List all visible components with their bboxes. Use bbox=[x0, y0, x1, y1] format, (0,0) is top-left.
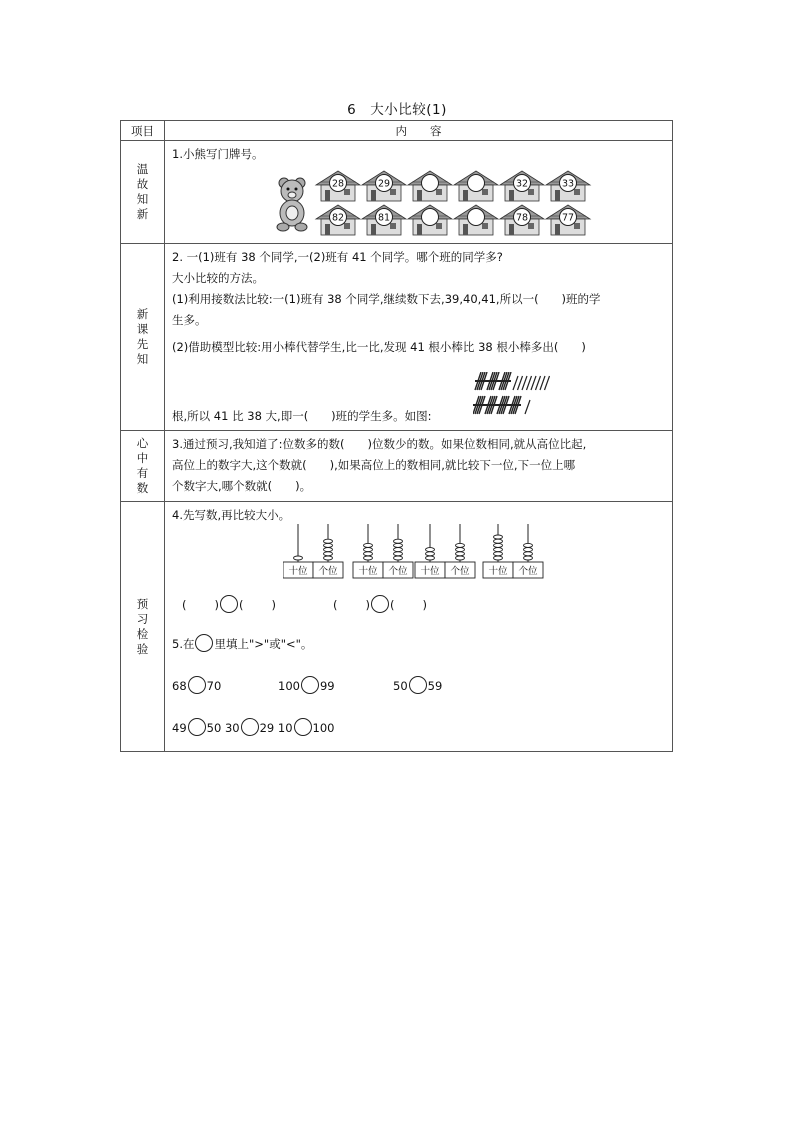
sticks-figure bbox=[473, 372, 563, 418]
compare-circle[interactable] bbox=[241, 718, 259, 736]
stick-icon bbox=[545, 376, 550, 390]
check-content bbox=[165, 502, 673, 752]
stick-icon bbox=[531, 376, 536, 390]
place-label: 十位 bbox=[420, 566, 440, 577]
abacus bbox=[353, 524, 413, 578]
house-number: 81 bbox=[377, 212, 391, 224]
section-check bbox=[121, 502, 673, 752]
house-icon bbox=[316, 171, 360, 201]
question-2-line1: 2. 一(1)班有 38 个同学,一(2)班有 41 个同学。哪个班的同学多? bbox=[172, 250, 503, 264]
house-icon bbox=[408, 205, 452, 235]
compare-row-2: 49 50 30 29 10 100 bbox=[172, 718, 334, 739]
question-3-line1: 3.通过预习,我知道了:位数多的数( )位数少的数。如果位数相同,就从高位比起, bbox=[172, 437, 587, 451]
stick-icon bbox=[513, 376, 518, 390]
category-review: 温 故 知 新 bbox=[121, 141, 165, 244]
compare-row-1: 68 70 100 99 50 59 bbox=[172, 676, 442, 697]
question-3-line2: 高位上的数字大,这个数就( ),如果高位上的数相同,就比较下一位,下一位上哪 bbox=[172, 458, 576, 472]
house-number: 77 bbox=[561, 212, 575, 224]
stick-bundle-icon bbox=[509, 396, 521, 414]
place-label: 十位 bbox=[488, 566, 508, 577]
house-number: 82 bbox=[331, 212, 345, 224]
compare-circle[interactable] bbox=[220, 595, 238, 613]
house-icon bbox=[500, 171, 544, 201]
stick-bundle-icon bbox=[475, 372, 487, 390]
house-icon bbox=[454, 171, 498, 201]
category-mind: 心 中 有 数 bbox=[121, 431, 165, 502]
table-header-row bbox=[121, 121, 673, 141]
question-1: 1.小熊写门牌号。 bbox=[172, 147, 264, 161]
compare-circle[interactable] bbox=[371, 595, 389, 613]
mind-content bbox=[165, 431, 673, 502]
place-label: 十位 bbox=[358, 566, 378, 577]
question-2-line4: 生多。 bbox=[172, 313, 207, 327]
q4-answer-left: ( ) ( ) bbox=[182, 595, 276, 616]
question-4: 4.先写数,再比较大小。 bbox=[172, 508, 291, 522]
stick-bundle-icon bbox=[499, 372, 511, 390]
house-number: 29 bbox=[377, 178, 391, 190]
house-icon bbox=[316, 205, 360, 235]
house-icon bbox=[546, 171, 590, 201]
house-number: 32 bbox=[515, 178, 529, 190]
compare-circle[interactable] bbox=[301, 676, 319, 694]
stick-bundle-icon bbox=[497, 396, 509, 414]
preview-content bbox=[165, 244, 673, 431]
stick-icon bbox=[540, 376, 545, 390]
house-icon bbox=[362, 205, 406, 235]
house-icon bbox=[362, 171, 406, 201]
house-icon bbox=[500, 205, 544, 235]
stick-icon bbox=[525, 400, 530, 414]
bear-icon bbox=[277, 178, 307, 231]
question-2-line3: (1)利用接数法比较:一(1)班有 38 个同学,继续数下去,39,40,41,所以一( )班的学 bbox=[172, 292, 601, 306]
question-2-line2: 大小比较的方法。 bbox=[172, 271, 264, 285]
stick-icon bbox=[518, 376, 523, 390]
category-preview: 新 课 先 知 bbox=[121, 244, 165, 431]
compare-circle[interactable] bbox=[294, 718, 312, 736]
section-mind bbox=[121, 431, 673, 502]
section-review bbox=[121, 141, 673, 244]
place-label: 个位 bbox=[318, 566, 338, 577]
category-check: 预 习 检 验 bbox=[121, 502, 165, 752]
house-icon bbox=[454, 205, 498, 235]
question-2-line6: 根,所以 41 比 38 大,即一( )班的学生多。如图: bbox=[172, 409, 432, 423]
stick-bundle-icon bbox=[485, 396, 497, 414]
question-2-line5: (2)借助模型比较:用小棒代替学生,比一比,发现 41 根小棒比 38 根小棒多出( ) bbox=[172, 340, 586, 354]
abacus bbox=[283, 524, 343, 578]
stick-icon bbox=[527, 376, 532, 390]
compare-circle[interactable] bbox=[188, 676, 206, 694]
question-5: 5.在 里填上">"或"<"。 bbox=[172, 634, 312, 655]
house-number: 78 bbox=[515, 212, 529, 224]
bear-houses-figure bbox=[270, 169, 610, 241]
stick-bundle-icon bbox=[487, 372, 499, 390]
abacus bbox=[415, 524, 475, 578]
house-icon bbox=[546, 205, 590, 235]
compare-circle[interactable] bbox=[409, 676, 427, 694]
compare-circle[interactable] bbox=[188, 718, 206, 736]
review-content bbox=[165, 141, 673, 244]
stick-icon bbox=[522, 376, 527, 390]
stick-bundle-icon bbox=[473, 396, 485, 414]
place-label: 个位 bbox=[518, 566, 538, 577]
house-icon bbox=[408, 171, 452, 201]
lesson-table bbox=[120, 120, 673, 752]
q4-answer-right: ( ) ( ) bbox=[333, 595, 427, 616]
stick-icon bbox=[536, 376, 541, 390]
place-label: 十位 bbox=[288, 566, 308, 577]
place-label: 个位 bbox=[450, 566, 470, 577]
house-number: 28 bbox=[331, 178, 345, 190]
page-title: 6 大小比较(1) bbox=[347, 102, 447, 118]
abacus bbox=[483, 524, 543, 578]
section-preview bbox=[121, 244, 673, 431]
header-content: 内 容 bbox=[165, 121, 673, 141]
circle-symbol bbox=[195, 634, 213, 652]
header-item: 项目 bbox=[121, 121, 165, 141]
house-number: 33 bbox=[561, 178, 575, 190]
place-label: 个位 bbox=[388, 566, 408, 577]
question-3-line3: 个数字大,哪个数就( )。 bbox=[172, 479, 312, 493]
abacus-figure bbox=[283, 524, 553, 580]
